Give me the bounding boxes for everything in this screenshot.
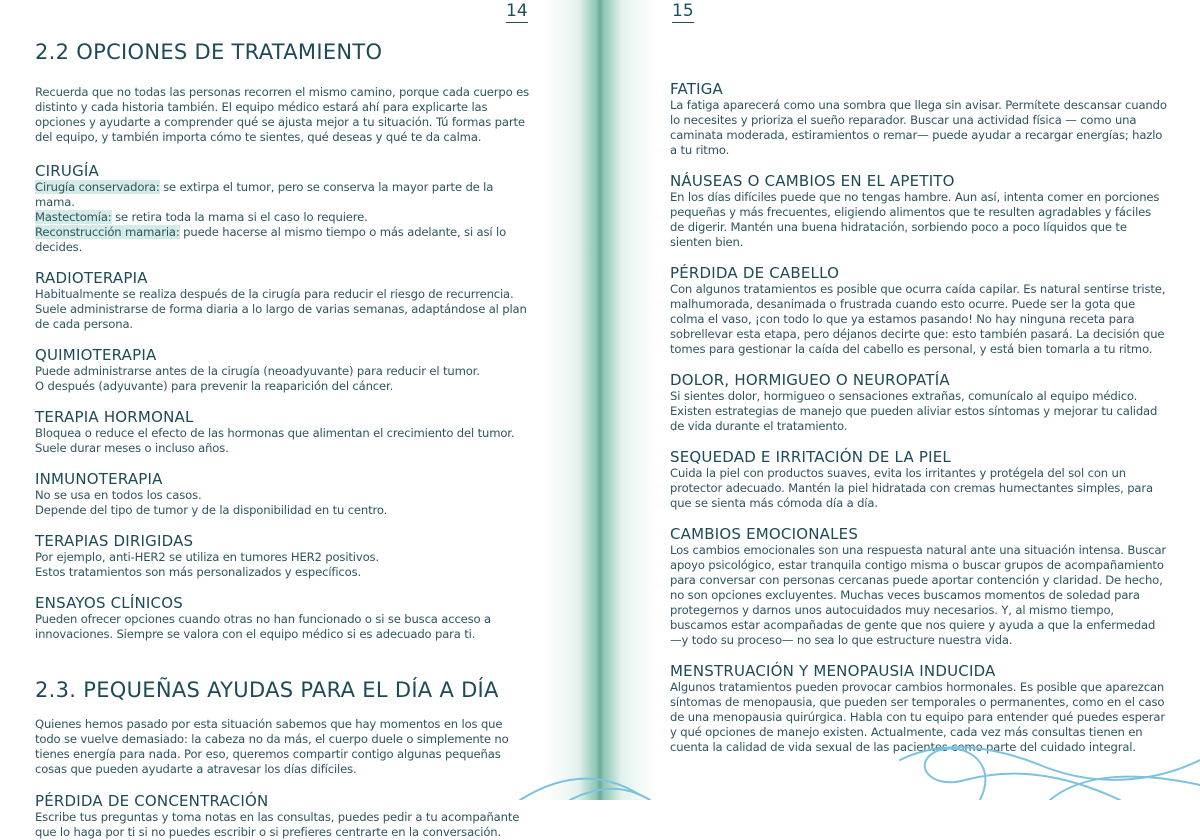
cirugia-item — [35, 210, 531, 225]
menopausia-text: Algunos tratamientos pueden provocar cambios hormonales. Es posible que aparezcan síntomas de menopausia, que pueden ser temporales o permanentes, como en el caso de una menopausia quirúrgica. Habla con tu equipo para entender qué puedes esperar y qué opciones de manejo existen. Actualmente, cada vez más consultas tienen en cuenta la calidad de vida sexual de las pacientes como parte del cuidado integral. — [670, 680, 1165, 754]
heading-quimioterapia: QUIMIOTERAPIA — [35, 346, 157, 365]
cirugia-text: se extirpa el tumor, pero se conserva la mayor parte de la mama. — [35, 180, 494, 210]
fatiga-text: La fatiga aparecerá como una sombra que llega sin avisar. Permítete descansar cuando lo necesites y prioriza el sueño reparador. Buscar una actividad física — como una caminata moderada, estiramientos o remar— puede ayudar a recargar energías; hazlo a tu ritmo. — [670, 98, 1167, 157]
page-number-left: 14 — [506, 1, 528, 21]
terapia-hormonal-line: Suele durar meses o incluso años. — [35, 441, 229, 456]
section-title-daily-help: 2.3. PEQUEÑAS AYUDAS PARA EL DÍA A DÍA — [35, 678, 499, 703]
quimioterapia-line: Puede administrarse antes de la cirugía (neoadyuvante) para reducir el tumor. — [35, 364, 480, 379]
sequedad-piel-text: Cuida la piel con productos suaves, evita los irritantes y protégela del sol con un protector adecuado. Mantén la piel hidratada con cremas humectantes simples, para que se sienta más cómoda día a día. — [670, 466, 1153, 510]
heading-sequedad-piel: SEQUEDAD E IRRITACIÓN DE LA PIEL — [670, 448, 951, 466]
heading-dolor-neuropatia: DOLOR, HORMIGUEO O NEUROPATÍA — [670, 371, 950, 389]
page-number-right: 15 — [672, 1, 694, 21]
daily-help-intro: Quienes hemos pasado por esta situación sabemos que hay momentos en los que todo se vuelve demasiado: la cabeza no da más, el cuerpo duele o simplemente no tienes energía para nada. Por eso, queremos compartir contigo algunas pequeñas cosas que pueden ayudarte a atravesar los días difíciles. — [35, 717, 509, 777]
right-page-content — [670, 80, 1167, 755]
heading-inmunoterapia: INMUNOTERAPIA — [35, 470, 163, 489]
heading-cirugia: CIRUGÍA — [35, 162, 100, 181]
terapia-hormonal-line: Bloquea o reduce el efecto de las hormonas que alimentan el crecimiento del tumor. — [35, 426, 515, 441]
heading-radioterapia: RADIOTERAPIA — [35, 269, 148, 288]
heading-perdida-cabello: PÉRDIDA DE CABELLO — [670, 264, 840, 282]
cirugia-text: se retira toda la mama si el caso lo requiere. — [111, 210, 368, 225]
heading-ensayos-clinicos: ENSAYOS CLÍNICOS — [35, 594, 183, 613]
ensayos-clinicos-text: Pueden ofrecer opciones cuando otras no han funcionado o si se busca acceso a innovaciones. Siempre se valora con el equipo médico si es adecuado para ti. — [35, 612, 491, 642]
cirugia-text: puede hacerse al mismo tiempo o más adelante, si así lo decides. — [35, 225, 507, 255]
heading-perdida-concentracion: PÉRDIDA DE CONCENTRACIÓN — [35, 792, 269, 811]
heading-terapia-hormonal: TERAPIA HORMONAL — [35, 408, 194, 427]
terapias-dirigidas-line: Por ejemplo, anti-HER2 se utiliza en tumores HER2 positivos. — [35, 550, 379, 565]
section-title-treatment-options: 2.2 OPCIONES DE TRATAMIENTO — [35, 40, 383, 64]
heading-cambios-emocionales: CAMBIOS EMOCIONALES — [670, 525, 859, 543]
perdida-cabello-text: Con algunos tratamientos es posible que ocurra caída capilar. Es natural sentirse triste, malhumorada, desanimada o frustrada cuando esto ocurre. Puede ser la gota que colma el vaso, ¡con todo lo que ya estamos pasando! No hay ninguna receta para sobrellevar esta etapa, pero déjanos decirte que: esto también pasará. La decisión que tomes para gestionar la caída del cabello es personal, y está bien tomarla a tu ritmo. — [670, 282, 1166, 356]
cirugia-term: Cirugía conservadora: — [35, 180, 160, 195]
cambios-emocionales-text: Los cambios emocionales son una respuesta natural ante una situación intensa. Buscar apoyo psicológico, estar tranquila contigo misma o buscar grupos de acompañamiento para conversar con personas cercanas puede aportar contención y claridad. De hecho, no son opciones excluyentes. Muchas veces buscamos momentos de soledad para protegernos y darnos unos autocuidados muy necesarios. Y, al mismo tiempo, buscamos estar acompañadas de gente que nos quiere y ayuda a que la enfermedad —y todo su proceso— no sea lo que estructure nuestra vida. — [670, 543, 1167, 647]
heading-menopausia: MENSTRUACIÓN Y MENOPAUSIA INDUCIDA — [670, 662, 996, 680]
heading-nauseas: NÁUSEAS O CAMBIOS EN EL APETITO — [670, 172, 955, 190]
concentracion-text: Escribe tus preguntas y toma notas en las consultas, puedes pedir a tu acompañante que lo haga por ti si no puedes escribir o si prefieres centrarte en la conversación. — [35, 810, 520, 840]
dolor-neuropatia-text: Si sientes dolor, hormigueo o sensaciones extrañas, comunícalo al equipo médico. Existen estrategias de manejo que pueden aliviar estos síntomas y mejorar tu calidad de vida durante el tratamiento. — [670, 389, 1158, 433]
inmunoterapia-line: Depende del tipo de tumor y de la disponibilidad en tu centro. — [35, 503, 388, 518]
right-page — [600, 0, 1200, 800]
nauseas-text: En los días difíciles puede que no tengas hambre. Aun así, intenta comer en porciones pequeñas y más frecuentes, eligiendo alimentos que te resulten agradables y fáciles de digerir. Mantén una buena hidratación, sorbiendo poco a poco líquidos que te sienten bien. — [670, 190, 1160, 249]
inmunoterapia-line: No se usa en todos los casos. — [35, 488, 202, 503]
treatment-intro: Recuerda que no todas las personas recorren el mismo camino, porque cada cuerpo es distinto y cada historia también. El equipo médico estará ahí para explicarte las opciones y ayudarte a comprender qué se ajusta mejor a tu situación. Tú formas parte del equipo, y también importa cómo te sientes, qué deseas y qué te da calma. — [35, 85, 529, 145]
cirugia-term: Reconstrucción mamaria: — [35, 225, 180, 240]
cirugia-term: Mastectomía: — [35, 210, 112, 225]
heading-terapias-dirigidas: TERAPIAS DIRIGIDAS — [35, 532, 194, 551]
cirugia-item — [35, 225, 531, 255]
radioterapia-text: Habitualmente se realiza después de la cirugía para reducir el riesgo de recurrencia. Suele administrarse de forma diaria a lo largo de varias semanas, adaptándose al plan de cada persona. — [35, 287, 527, 332]
left-page-content — [35, 40, 531, 840]
cirugia-item — [35, 180, 531, 210]
quimioterapia-line: O después (adyuvante) para prevenir la reaparición del cáncer. — [35, 379, 394, 394]
terapias-dirigidas-line: Estos tratamientos son más personalizados y específicos. — [35, 565, 362, 580]
heading-fatiga: FATIGA — [670, 80, 724, 98]
